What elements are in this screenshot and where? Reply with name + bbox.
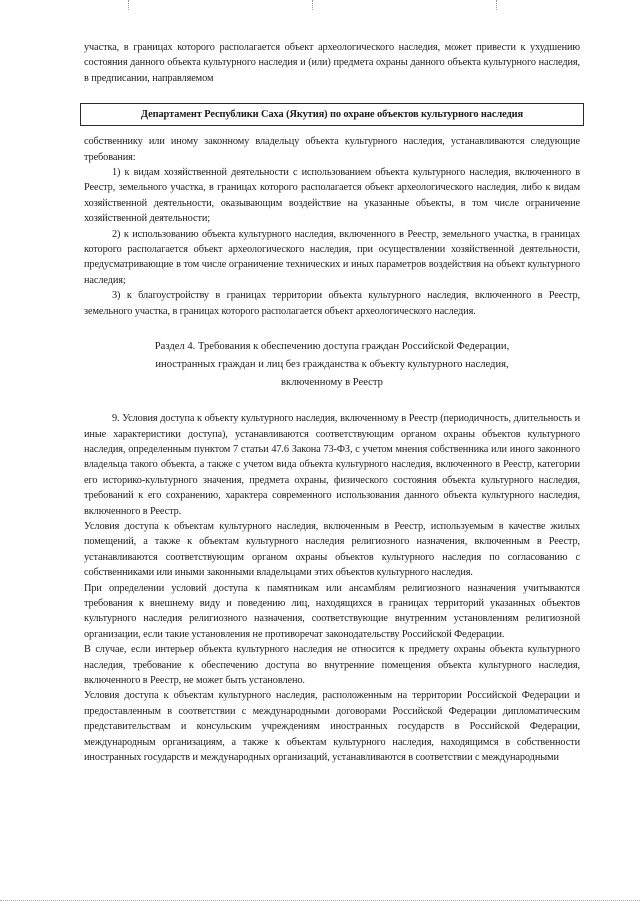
scan-cut-mark xyxy=(312,0,314,10)
section-title-line: Раздел 4. Требования к обеспечению доступа граждан Российской Федерации, xyxy=(154,341,510,353)
intro-paragraph: участка, в границах которого располагается объект археологического наследия, может привести к ухудшению состояния данного объекта культурного наследия и (или) предмета охраны данного объекта культурного наследия, в предписании, направляемом xyxy=(84,42,580,84)
department-header: Департамент Республики Саха (Якутия) по охране объектов культурного наследия xyxy=(80,103,584,126)
scan-cut-mark xyxy=(128,0,130,10)
access-religious-paragraph: При определении условий доступа к памятникам или ансамблям религиозного назначения учитываются требования к внешнему виду и поведению лиц, находящихся в границах территорий указанных объектов культурного наследия религиозного назначения, соответствующие внутренним установлениям религиозной организации, если такие установления не противоречат законодательству Российской Федерации. xyxy=(84,582,580,640)
document-body xyxy=(84,40,580,765)
interior-paragraph: В случае, если интерьер объекта культурного наследия не относится к предмету охраны объекта культурного наследия, требование к обеспечению доступа во внутренние помещения объекта культурного наследия, включенного в Реестр, не может быть установлено. xyxy=(84,644,580,686)
section-4-title xyxy=(84,338,580,392)
requirement-item-2: 2) к использованию объекта культурного наследия, включенного в Реестр, земельного участка, в границах которого располагается объект археологического наследия, при осуществлении хозяйственной деятельности, предусматривающие в том числе ограничение технических и иных параметров воздействия на объект культурного наследия; xyxy=(84,228,580,286)
clause-9-paragraph: 9. Условия доступа к объекту культурного наследия, включенному в Реестр (периодичность, длительность и иные характеристики доступа), устанавливаются соответствующим органом охраны объектов культурного наследия, определенным пунктом 7 статьи 47.6 Закона 73-ФЗ, с учетом мнения собственника или иного законного владельца такого объекта, а также с учетом вида объекта культурного наследия, включенного в Реестр, категории его историко-культурного значения, предмета охраны, физического состояния объекта культурного наследия, требований к его сохранению, характера современного использования данного объекта культурного наследия, включенного в Реестр. xyxy=(84,413,580,517)
scan-bottom-edge xyxy=(0,900,640,901)
requirement-item-1: 1) к видам хозяйственной деятельности с использованием объекта культурного наследия, включенного в Реестр, земельного участка, в границах которого располагается объект археологического наследия, либо к видам хозяйственной деятельности, оказывающим воздействие на указанные объекты, в том числе ограничение хозяйственной деятельности; xyxy=(84,167,580,225)
requirement-item-3: 3) к благоустройству в границах территории объекта культурного наследия, включенного в Реестр, земельного участка, в границах которого располагается объект археологического наследия. xyxy=(84,290,580,317)
access-residential-paragraph: Условия доступа к объектам культурного наследия, включенным в Реестр, используемым в качестве жилых помещений, а также к объектам культурного наследия религиозного назначения, включенным в Реестр, устанавливаются соответствующим органом охраны объектов культурного наследия по согласованию с собственниками или иными законными владельцами этих объектов культурного наследия. xyxy=(84,520,580,579)
requirements-intro: собственнику или иному законному владельцу объекта культурного наследия, устанавливаются следующие требования: xyxy=(84,136,580,163)
diplomatic-access-paragraph: Условия доступа к объектам культурного наследия, расположенным на территории Российской Федерации и предоставленным в соответствии с международными договорами Российской Федерации дипломатическим представительствам и консульским учреждениям иностранных государств в Российской Федерации, международным организациям, а также к объектам культурного наследия, находящимся в собственности иностранных государств и международных организаций, устанавливаются в соответствии с международными xyxy=(84,690,580,764)
section-title-line: включенному в Реестр xyxy=(281,377,383,389)
scan-cut-mark xyxy=(496,0,498,10)
section-title-line: иностранных граждан и лиц без гражданства к объекту культурного наследия, xyxy=(155,359,509,371)
